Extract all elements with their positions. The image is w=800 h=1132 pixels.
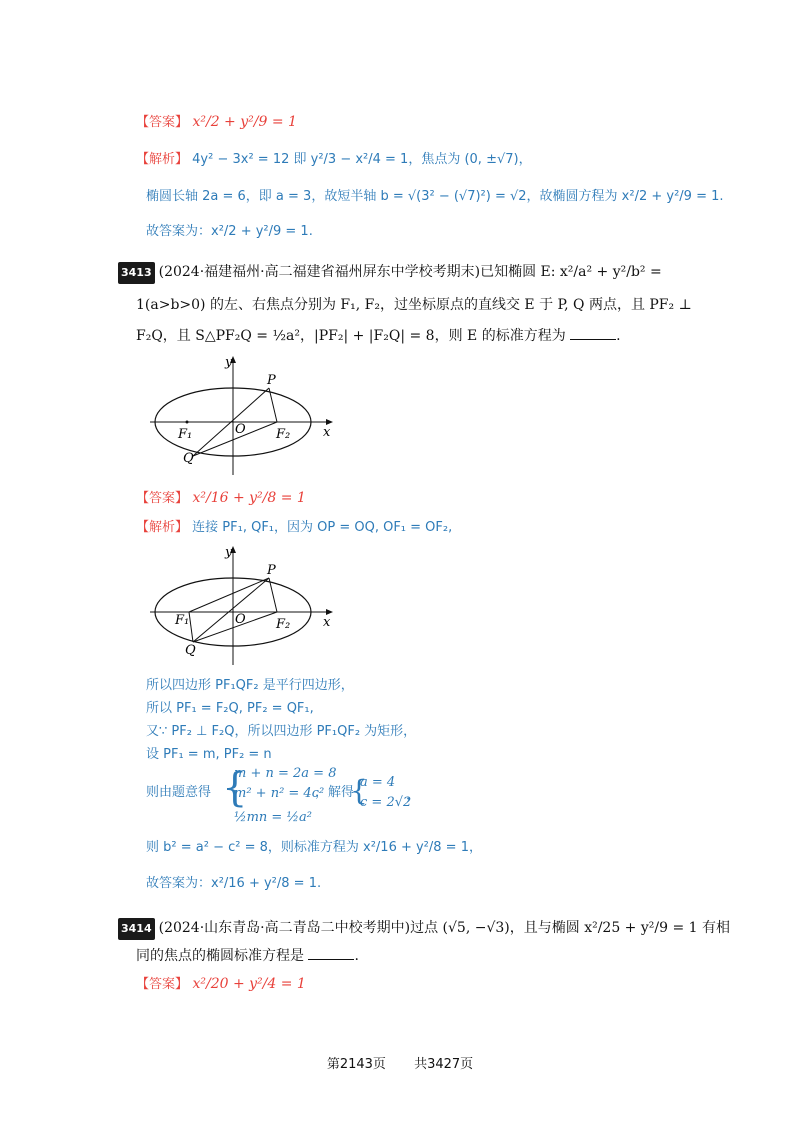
question-text: (2024·福建福州·高二福建省福州屏东中学校考期末)已知椭圆 E: x²/a² + y²/b² = — [158, 264, 662, 280]
line-qf1 — [189, 612, 193, 642]
o-label: O — [235, 422, 246, 437]
p-label: P — [267, 563, 276, 578]
answer-tag: 【答案】 — [136, 491, 189, 506]
f2-label: F₂ — [276, 617, 291, 632]
y-label: y — [225, 355, 233, 370]
p-label: P — [267, 373, 276, 388]
question-number: 3414 — [118, 918, 155, 940]
system-eq: m + n = 2a = 8 — [234, 766, 337, 781]
x-label: x — [323, 615, 331, 630]
question-text-last — [136, 326, 621, 346]
analysis-tag: 【解析】 — [136, 520, 189, 535]
analysis-text: 连接 PF₁, QF₁，因为 OP = OQ, OF₁ = OF₂, — [192, 520, 453, 535]
solution-end: ， — [406, 788, 420, 803]
question-number: 3413 — [118, 262, 155, 284]
solution-eq: c = 2√2 — [360, 795, 412, 810]
o-label: O — [235, 612, 246, 627]
ellipse-figure — [145, 350, 345, 480]
answer-line — [136, 974, 306, 995]
question-stem — [118, 262, 662, 284]
answer-formula: x²/16 + y²/8 = 1 — [192, 490, 306, 506]
question-end: . — [616, 328, 621, 344]
answer-blank — [570, 339, 616, 340]
f1-point — [186, 421, 189, 424]
ellipse-figure-rectangle — [145, 540, 345, 670]
answer-tag: 【答案】 — [136, 115, 189, 130]
solution-eq: a = 4 — [360, 775, 396, 790]
answer-formula: x²/2 + y²/9 = 1 — [192, 114, 297, 130]
f2-label: F₂ — [276, 427, 291, 442]
answer-line — [136, 488, 306, 509]
line-pf1 — [189, 578, 269, 612]
analysis-tag: 【解析】 — [136, 152, 189, 167]
q-label: Q — [185, 643, 196, 658]
page-footer — [0, 1053, 800, 1072]
system-eq: ½mn = ½a² — [234, 810, 313, 825]
answer-formula: x²/20 + y²/4 = 1 — [192, 976, 306, 992]
answer-tag: 【答案】 — [136, 977, 189, 992]
f1-label: F₁ — [175, 613, 190, 628]
x-label: x — [323, 425, 331, 440]
analysis-line — [136, 518, 452, 538]
solve-word: ，解得 — [315, 785, 355, 800]
analysis-text: 则 b² = a² − c² = 8，则标准方程为 x²/16 + y²/8 = 1， — [146, 840, 482, 855]
line-pq — [193, 578, 269, 642]
y-label: y — [225, 545, 233, 560]
analysis-text: 所以 PF₁ = F₂Q, PF₂ = QF₁, — [146, 701, 314, 716]
q-label: Q — [183, 451, 194, 466]
analysis-text: 又∵ PF₂ ⊥ F₂Q，所以四边形 PF₁QF₂ 为矩形， — [146, 724, 417, 739]
question-text: F₂Q，且 S△PF₂Q = ½a²，|PF₂| + |F₂Q| = 8，则 E 的标准方程为 — [136, 328, 566, 344]
analysis-text: 故答案为：x²/16 + y²/8 = 1. — [146, 876, 322, 891]
analysis-text: 椭圆长轴 2a = 6，即 a = 3，故短半轴 b = √(3² − (√7)²) = √2，故椭圆方程为 x²/2 + y²/9 = 1. — [146, 189, 724, 204]
question-text: (2024·山东青岛·高二青岛二中校考期中)过点 (√5, −√3)，且与椭圆 x²/25 + y²/9 = 1 有相 — [158, 920, 730, 936]
question-end: . — [354, 948, 359, 964]
analysis-text: 所以四边形 PF₁QF₂ 是平行四边形， — [146, 678, 354, 693]
system-eq: m² + n² = 4c² — [234, 786, 325, 801]
system-brace: { — [222, 765, 248, 811]
analysis-text: 设 PF₁ = m, PF₂ = n — [146, 747, 272, 762]
system-prefix: 则由题意得 — [146, 785, 212, 800]
answer-line — [136, 112, 297, 133]
solution-brace: { — [350, 774, 368, 807]
page-number: 第2143页 — [326, 1057, 386, 1072]
analysis-line — [136, 150, 532, 170]
page-total: 共3427页 — [414, 1057, 474, 1072]
question-stem — [118, 918, 730, 940]
question-text-last — [136, 946, 359, 966]
f1-label: F₁ — [178, 427, 193, 442]
question-text: 1(a>b>0) 的左、右焦点分别为 F₁, F₂，过坐标原点的直线交 E 于 P, Q 两点，且 PF₂ ⊥ — [136, 297, 692, 313]
answer-blank — [308, 959, 354, 960]
analysis-text: 4y² − 3x² = 12 即 y²/3 − x²/4 = 1，焦点为 (0, ±√7)， — [192, 152, 532, 167]
question-text: 同的焦点的椭圆标准方程是 — [136, 948, 304, 964]
analysis-text: 故答案为：x²/2 + y²/9 = 1. — [146, 224, 313, 239]
